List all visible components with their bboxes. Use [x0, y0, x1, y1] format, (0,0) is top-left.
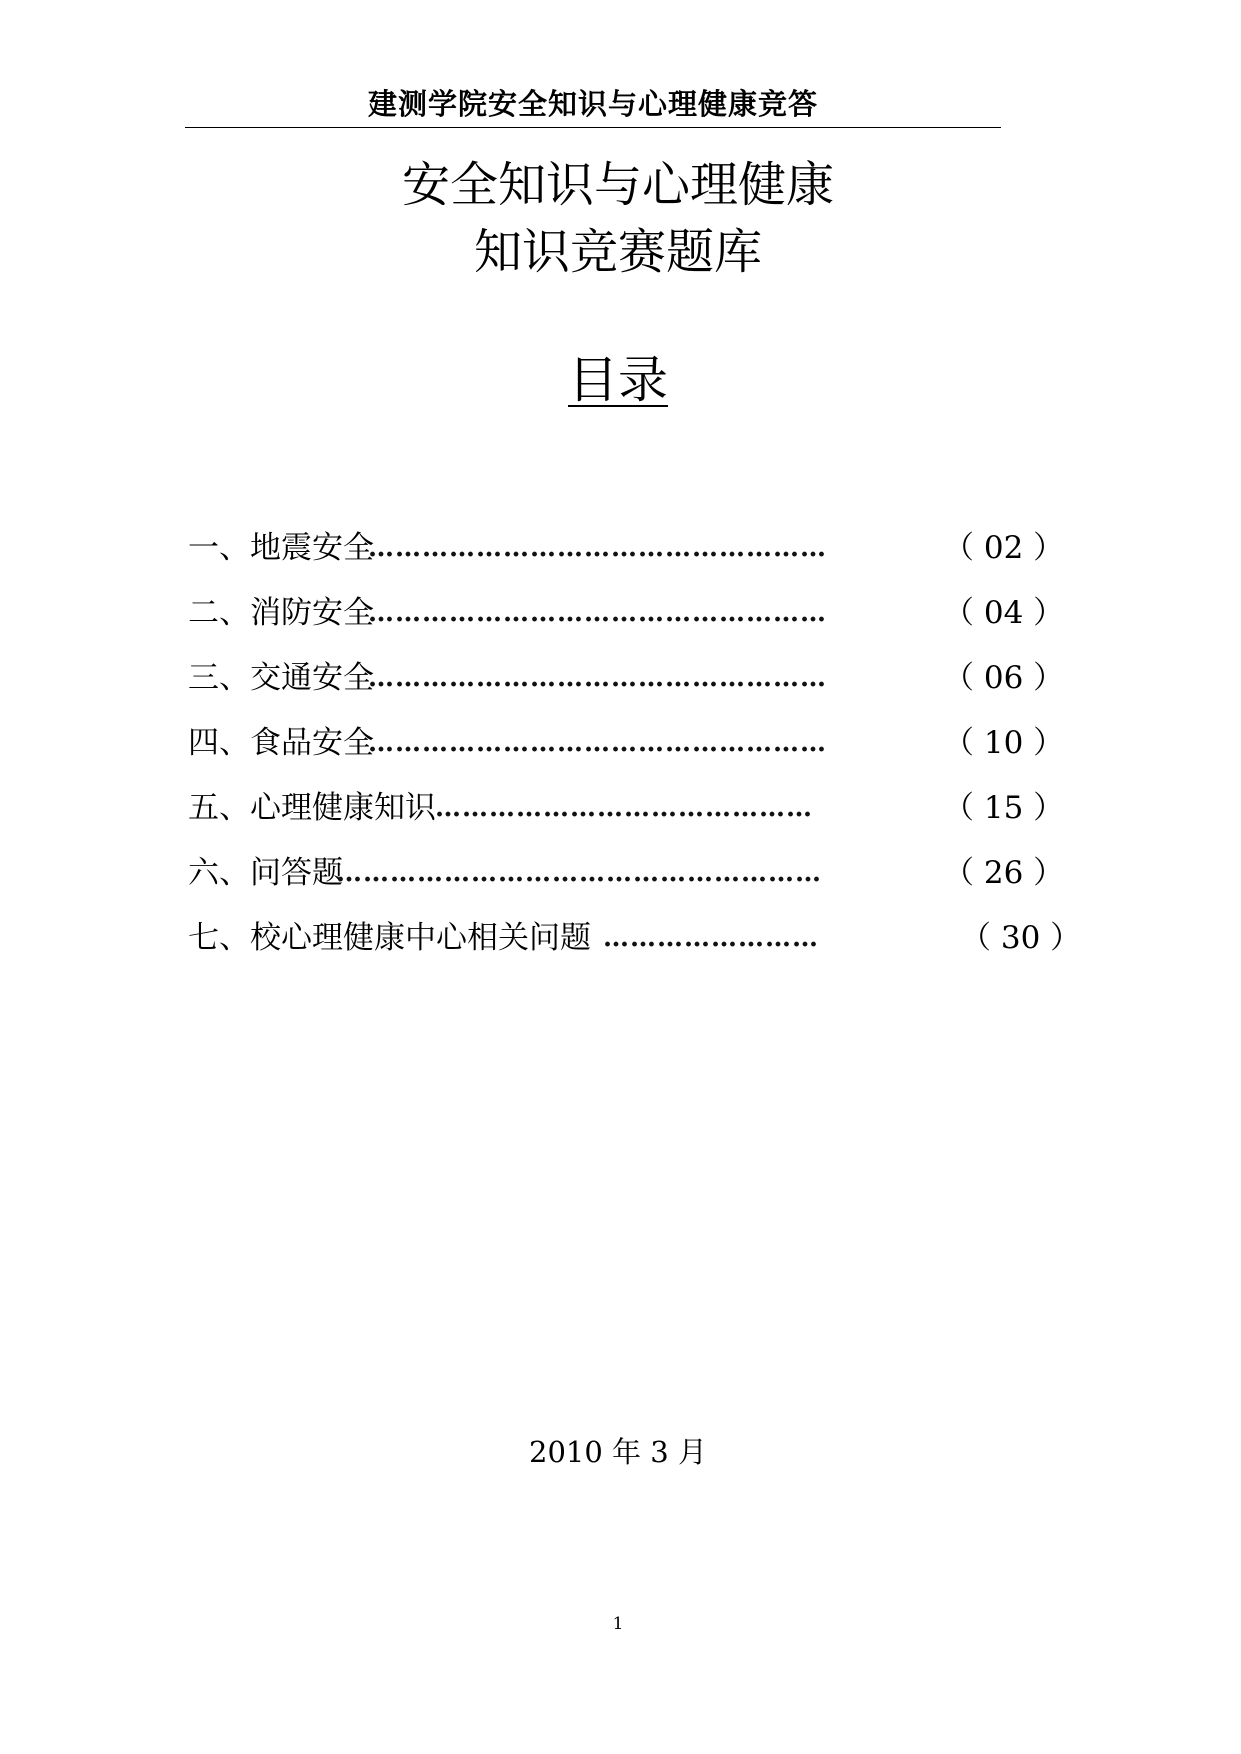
toc-entry-label: 六、问答题 [188, 855, 343, 891]
toc-entry-food-safety[interactable] [188, 723, 1068, 788]
toc-dot-leader: …………………………………………… [368, 533, 827, 563]
toc-entry-mental-health[interactable] [188, 788, 1068, 853]
toc-entry-page: （ 30 ） [960, 920, 1082, 956]
toc-entry-page: （ 26 ） [943, 855, 1065, 891]
toc-entry-page: （ 15 ） [943, 790, 1065, 826]
toc-entry-label: 三、交通安全 [188, 660, 374, 696]
toc-dot-leader: …………………………………………… [368, 598, 827, 628]
toc-entry-label: 四、食品安全 [188, 725, 374, 761]
toc-entry-page: （ 04 ） [943, 595, 1065, 631]
toc-heading [185, 350, 1051, 410]
toc-dot-leader: ……………………………………………… [336, 858, 822, 888]
running-header: 建测学院安全知识与心理健康竞答 [367, 87, 818, 121]
header-divider [185, 127, 1001, 128]
toc-dot-leader: …………………………………………… [368, 663, 827, 693]
page-number: 1 [612, 1614, 624, 1634]
toc-entry-label: 二、消防安全 [188, 595, 374, 631]
document-title-line-2: 知识竞赛题库 [473, 224, 762, 280]
toc-entry-fire-safety[interactable] [188, 593, 1068, 658]
toc-entry-counseling-center[interactable] [188, 918, 1082, 983]
toc-entry-label: 七、校心理健康中心相关问题 [188, 920, 591, 956]
toc-entry-earthquake-safety[interactable] [188, 528, 1068, 593]
toc-dot-leader: …………………………………………… [368, 728, 827, 758]
toc-dot-leader: …………………………………… [435, 793, 813, 823]
toc-entry-page: （ 10 ） [943, 725, 1065, 761]
toc-heading-text: 目录 [568, 351, 668, 409]
toc-dot-leader: …………………… [603, 923, 819, 953]
document-title-line-1: 安全知识与心理健康 [401, 157, 834, 213]
toc-entry-label: 五、心理健康知识 [188, 790, 436, 826]
toc-entry-page: （ 02 ） [943, 530, 1065, 566]
document-date: 2010 年 3 月 [529, 1435, 707, 1469]
toc-entry-qa[interactable] [188, 853, 1068, 918]
toc-entry-page: （ 06 ） [943, 660, 1065, 696]
toc-entry-traffic-safety[interactable] [188, 658, 1068, 723]
table-of-contents [188, 528, 1082, 983]
toc-entry-label: 一、地震安全 [188, 530, 374, 566]
